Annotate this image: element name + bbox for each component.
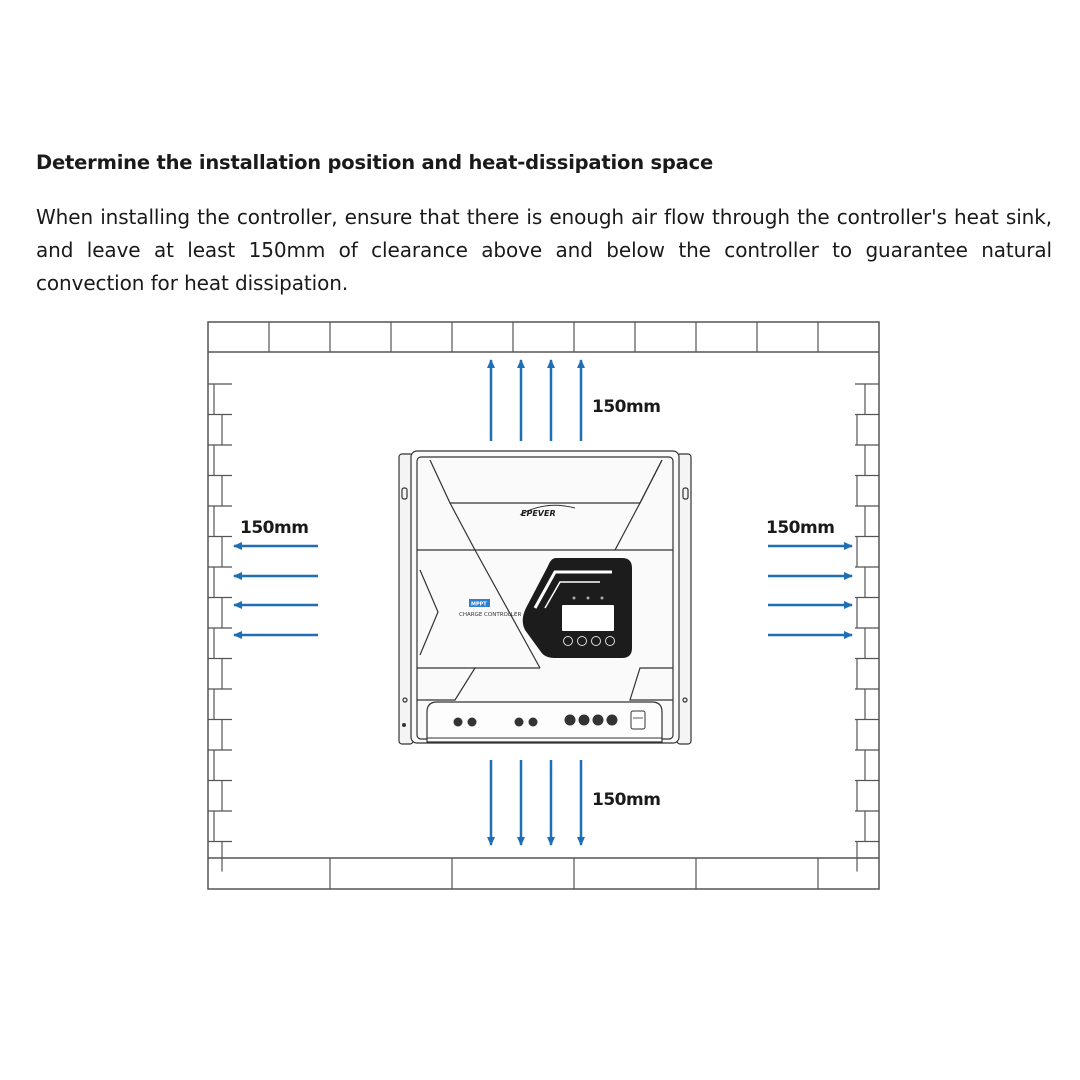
controller-subtitle: CHARGE CONTROLLER [459,612,522,618]
instruction-paragraph: When installing the controller, ensure that there is enough air flow through the controller's heat sink, and leave at least 150mm of clearance above and below the controller to guarantee natural convection for heat dissipation. [36,205,1052,295]
power-dot [402,723,406,727]
bottom-brick-joints [330,858,818,889]
lcd-screen [562,605,614,631]
terminal-block [402,702,662,742]
bottom-clearance-label: 150mm [592,790,661,810]
indicator-led-3 [601,597,604,600]
terminal-8 [607,715,618,726]
rs485-port [631,711,645,729]
right-clearance-label: 150mm [766,518,835,538]
top-airflow-arrows [491,360,581,441]
terminal-4 [529,718,538,727]
section-heading: Determine the installation position and heat-dissipation space [36,151,713,174]
right-brick-joints [855,384,879,872]
left-airflow-arrows [234,546,318,635]
terminal-7 [593,715,604,726]
mppt-badge-text: MPPT [471,601,487,608]
terminal-1 [454,718,463,727]
bottom-airflow-arrows [491,760,581,845]
indicator-led-2 [587,597,590,600]
right-airflow-arrows [768,546,852,635]
indicator-led-1 [573,597,576,600]
terminal-3 [515,718,524,727]
brand-logo-text: EPEVER [521,509,556,518]
left-clearance-label: 150mm [240,518,309,538]
left-brick-joints [208,384,232,872]
terminal-6 [579,715,590,726]
terminal-2 [468,718,477,727]
top-brick-joints [269,322,818,352]
top-clearance-label: 150mm [592,397,661,417]
terminal-5 [565,715,576,726]
